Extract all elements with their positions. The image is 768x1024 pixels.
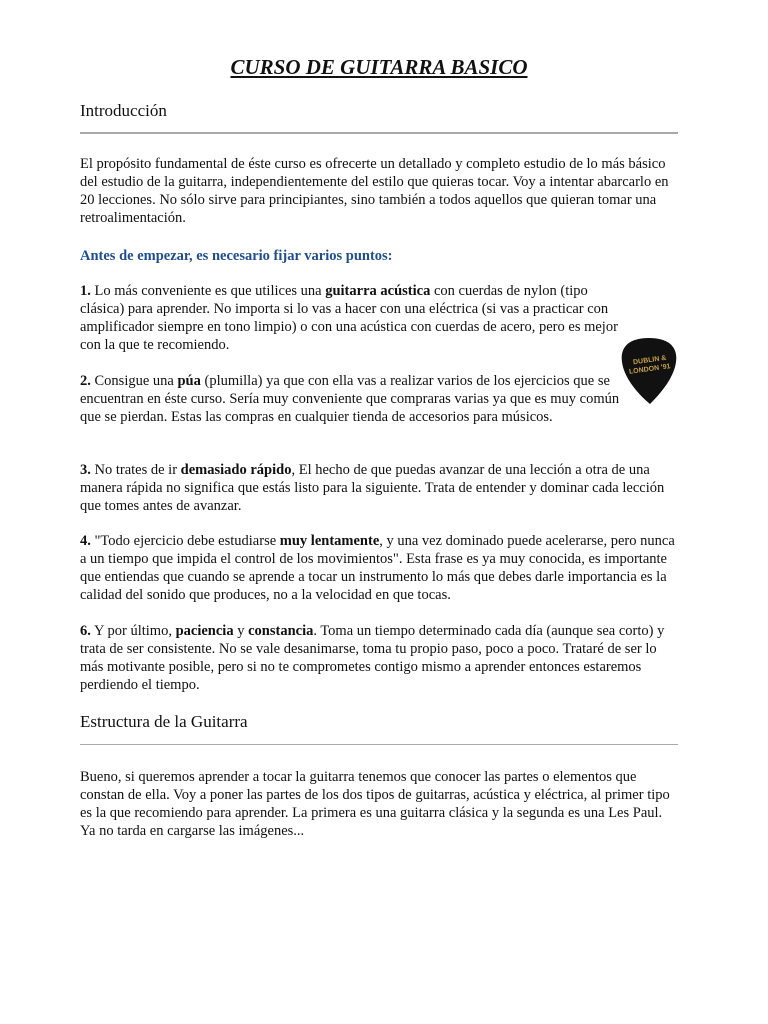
section-heading-estructura: Estructura de la Guitarra (80, 712, 248, 731)
section-heading-introduccion: Introducción (80, 101, 167, 120)
point-4: 4. "Todo ejercicio debe estudiarse muy lentamente, y una vez dominado puede acelerarse, pero nunca a un tiempo que impida el control de los movimientos". Esta frase es ya muy conocida, es importante que entiendas que cuando se aprende a tocar un instrumento lo más que debes darle importancia es la calidad del sonido que produces, no a la velocidad en que tocas. (80, 533, 675, 603)
page-title: CURSO DE GUITARRA BASICO (230, 55, 528, 79)
estructura-paragraph: Bueno, si queremos aprender a tocar la guitarra tenemos que conocer las partes o elementos que constan de ella. Voy a poner las partes de los dos tipos de guitarras, acústica y eléctrica, al primer tipo es la que recomiendo para aprender. La primera es una guitarra clásica y la segunda es una Les Paul. Ya no tarda en cargarse las imágenes... (80, 769, 670, 839)
pick-label-line-1: DUBLIN & (632, 354, 667, 367)
antes-heading: Antes de empezar, es necesario fijar varios puntos: (80, 248, 393, 264)
point-2: 2. Consigue una púa (plumilla) ya que con ella vas a realizar varios de los ejercicios que se encuentran en éste curso. Sería muy conveniente que compraras varias ya que es muy común que se pierdan. Estas las compras en cualquier tienda de accesorios para músicos. (80, 373, 620, 425)
point-1: 1. Lo más conveniente es que utilices una guitarra acústica con cuerdas de nylon (tipo clásica) para aprender. No importa si lo vas a hacer con una eléctrica (si vas a practicar con amplificador siempre en tono limpio) o con una acústica con cuerdas de acero, pero es mejor con la que te recomiendo. (80, 283, 618, 353)
pick-label-line-2: LONDON '91 (628, 363, 671, 376)
guitar-pick-image (620, 336, 678, 406)
intro-paragraph: El propósito fundamental de éste curso es ofrecerte un detallado y completo estudio de lo más básico del estudio de la guitarra, independientemente del estilo que quieras tocar. Voy a intentar abarcarlo en 20 lecciones. No sólo sirve para principiantes, sino también a todos aquellos que quieran tomar una retroalimentación. (80, 156, 669, 226)
point-3: 3. No trates de ir demasiado rápido, El hecho de que puedas avanzar de una lección a otra de una manera rápida no significa que estás listo para la siguiente. Trata de entender y dominar cada lección que tomes antes de avanzar. (80, 462, 665, 514)
point-6: 6. Y por último, paciencia y constancia. Toma un tiempo determinado cada día (aunque sea corto) y trata de ser consistente. No se vale desanimarse, toma tu propio paso, poco a poco. Trataré de ser lo más motivante posible, pero si no te comprometes contigo mismo a aprender entonces estaremos perdiendo el tiempo. (80, 623, 665, 693)
section-divider (80, 744, 678, 745)
section-divider (80, 132, 678, 134)
